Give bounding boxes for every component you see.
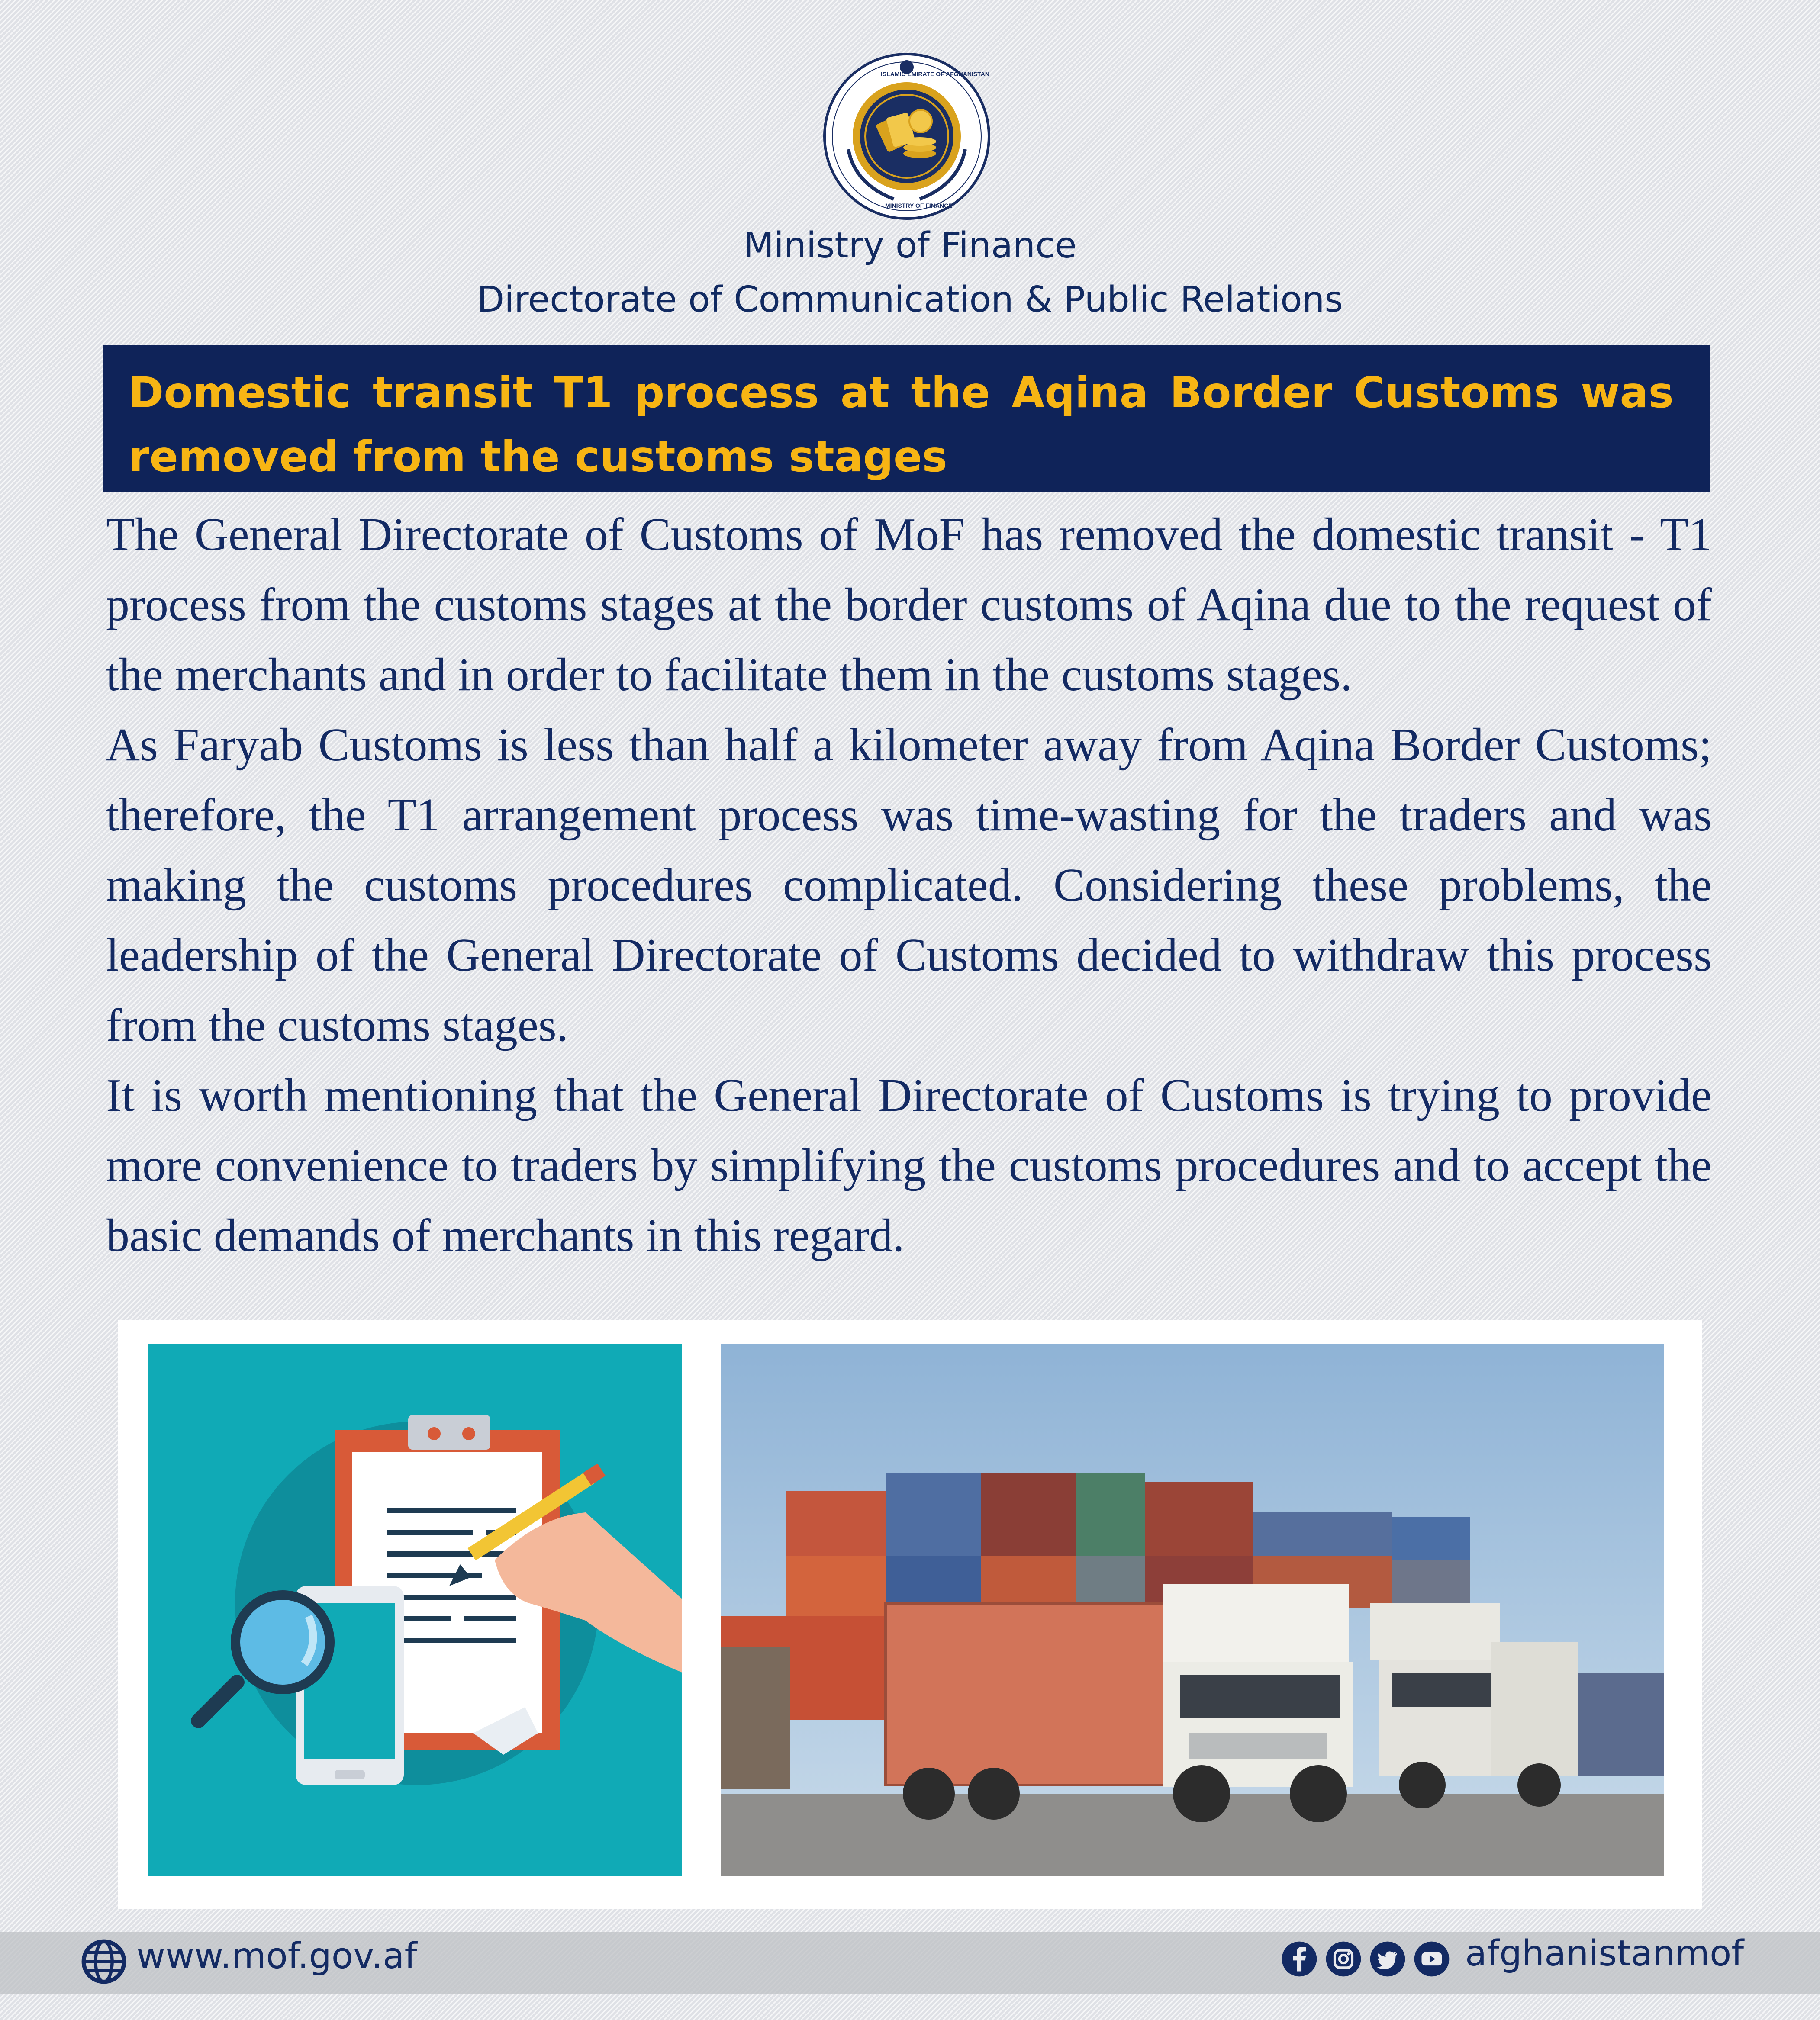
social-handle[interactable]: afghanistanmof <box>1465 1933 1744 1974</box>
headline-banner <box>103 345 1710 492</box>
seal-text-top: ISLAMIC EMIRATE OF AFGHANISTAN <box>881 71 989 77</box>
seal-text-bottom: MINISTRY OF FINANCE <box>885 202 953 209</box>
globe-icon <box>81 1939 127 1985</box>
paragraph-3: It is worth mentioning that the General Directorate of Customs is trying to provide more convenience to traders by simplifying the customs procedures and to accept the basic demands of merchants in this regard. <box>106 1070 1712 1261</box>
clipboard-illustration-icon <box>148 1344 682 1876</box>
twitter-icon[interactable] <box>1369 1941 1406 1977</box>
article-body <box>106 500 1712 1271</box>
website-link[interactable]: www.mof.gov.af <box>136 1936 417 1977</box>
org-name: Ministry of Finance <box>743 225 1077 266</box>
facebook-icon[interactable] <box>1281 1941 1317 1977</box>
instagram-icon[interactable] <box>1325 1941 1362 1977</box>
headline-text: Domestic transit T1 process at the Aqina Border Customs was removed from the customs stages <box>129 368 1674 482</box>
org-directorate: Directorate of Communication & Public Relations <box>477 279 1343 320</box>
ministry-seal-logo <box>807 50 1006 223</box>
paragraph-1: The General Directorate of Customs of MoF has removed the domestic transit - T1 process from the customs stages at the border customs of Aqina due to the request of the merchants and in order to facilitate them in the customs stages. <box>106 509 1712 701</box>
paragraph-2: As Faryab Customs is less than half a kilometer away from Aqina Border Customs; therefore, the T1 arrangement process was time-wasting for the traders and was making the customs procedures complicated. Considering these problems, the leadership of the General Directorate of Customs decided to withdraw this process from the customs stages. <box>106 719 1712 1051</box>
youtube-icon[interactable] <box>1414 1941 1450 1977</box>
cargo-trucks-photo-icon <box>721 1344 1664 1876</box>
